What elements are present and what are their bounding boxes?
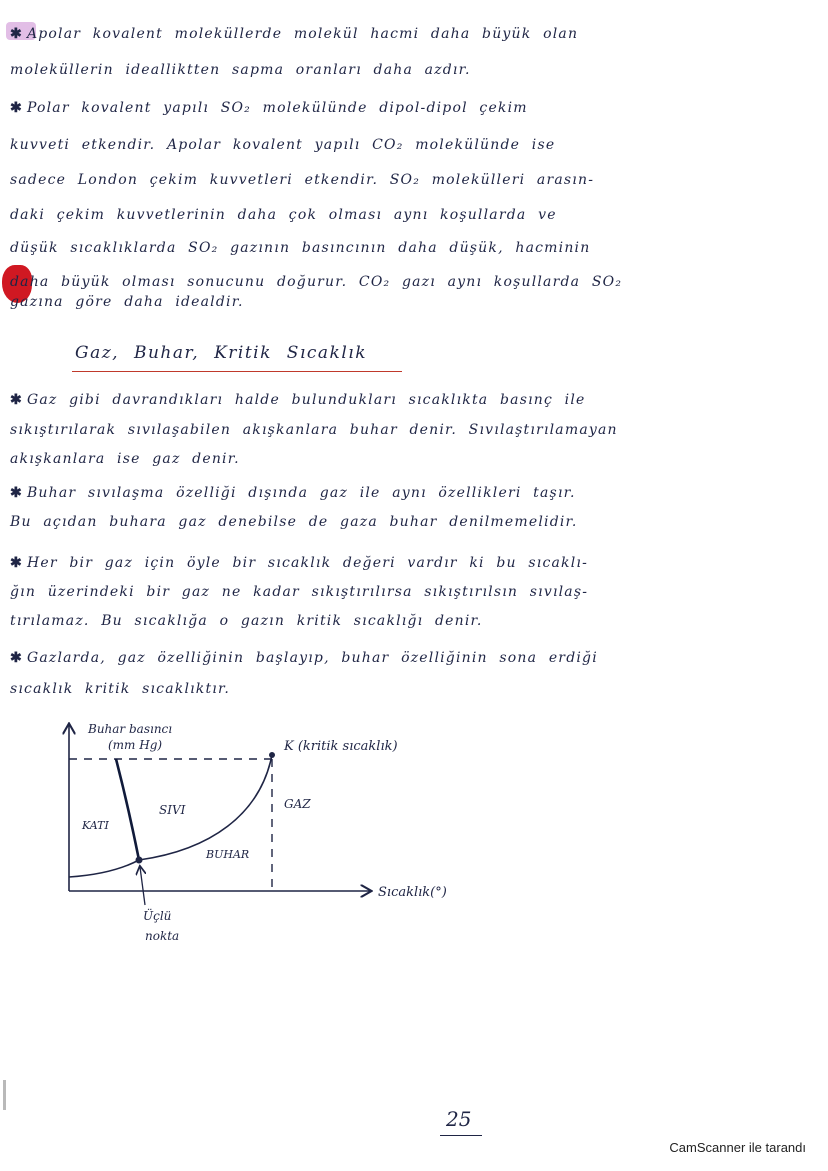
bullet4-line-2: sıcaklık kritik sıcaklıktır. (10, 681, 230, 697)
paragraph2-line-4: daki çekim kuvvetlerinin daha çok olması aynı koşullarda ve (10, 207, 557, 223)
sublimation-curve (69, 860, 139, 877)
bullet-star-icon: ✱ (10, 485, 23, 501)
paragraph1-line-1: ✱ Apolar kovalent moleküllerde molekül hacmi daha büyük olan (10, 26, 579, 42)
region-solid-label: KATI (82, 819, 109, 832)
paragraph2-line-7: gazına göre daha idealdir. (10, 294, 244, 310)
bullet1-line-2: sıkıştırılarak sıvılaşabilen akışkanlara buhar denir. Sıvılaştırılamayan (10, 422, 618, 438)
paragraph2-line-2: kuvveti etkendir. Apolar kovalent yapılı CO₂ molekülünde ise (10, 137, 556, 153)
region-vapor-label: BUHAR (206, 848, 250, 861)
y-axis-label: Buhar basıncı (88, 722, 173, 736)
section-title: Gaz, Buhar, Kritik Sıcaklık (75, 343, 368, 363)
triple-point-label-1: Üçlü (143, 909, 172, 923)
paragraph2-line-1: ✱ Polar kovalent yapılı SO₂ molekülünde dipol-dipol çekim (10, 100, 528, 116)
paragraph2-line-6: daha büyük olması sonucunu doğurur. CO₂ gazı aynı koşullarda SO₂ (10, 274, 623, 290)
triple-point-label-2: nokta (145, 929, 180, 943)
scan-margin-line (3, 1080, 6, 1110)
triple-point-arrow (140, 867, 145, 905)
bullet3-line-2: ğın üzerindeki bir gaz ne kadar sıkıştırılırsa sıkıştırılsın sıvılaş- (10, 584, 589, 600)
bullet1-line-1: ✱ Gaz gibi davrandıkları halde bulundukları sıcaklıkta basınç ile (10, 392, 586, 408)
critical-point-dot (269, 752, 275, 758)
bullet3-line-3: tırılamaz. Bu sıcaklığa o gazın kritik sıcaklığı denir. (10, 613, 483, 629)
bullet4-line-1: ✱ Gazlarda, gaz özelliğinin başlayıp, buhar özelliğinin sona erdiği (10, 650, 598, 666)
melting-curve (116, 759, 139, 860)
phase-diagram (60, 715, 500, 950)
region-liquid-label: SIVI (159, 803, 186, 817)
bullet-star-icon: ✱ (10, 100, 23, 116)
page-number-underline (440, 1135, 482, 1136)
triple-point-dot (136, 857, 143, 864)
paragraph2-line-3: sadece London çekim kuvvetleri etkendir. SO₂ molekülleri arasın- (10, 172, 595, 188)
bullet2-line-2: Bu açıdan buhara gaz denebilse de gaza buhar denilmemelidir. (10, 514, 578, 530)
bullet2-line-1: ✱ Buhar sıvılaşma özelliği dışında gaz ile aynı özellikleri taşır. (10, 485, 576, 501)
section-title-underline (72, 371, 402, 372)
x-axis-label: Sıcaklık(°) (378, 885, 447, 900)
scanner-watermark: CamScanner ile tarandı (669, 1140, 806, 1155)
critical-point-label: K (kritik sıcaklık) (284, 739, 398, 754)
bullet-star-icon: ✱ (10, 555, 23, 571)
paragraph1-line-2: moleküllerin idealliktten sapma oranları daha azdır. (10, 62, 471, 78)
bullet-star-icon: ✱ (10, 650, 23, 666)
bullet3-line-1: ✱ Her bir gaz için öyle bir sıcaklık değeri vardır ki bu sıcaklı- (10, 555, 589, 571)
paragraph2-line-5: düşük sıcaklıklarda SO₂ gazının basıncının daha düşük, hacminin (10, 240, 591, 256)
bullet-star-icon: ✱ (10, 392, 23, 408)
page-number: 25 (446, 1107, 472, 1131)
region-gas-label: GAZ (284, 797, 311, 811)
bullet1-line-3: akışkanlara ise gaz denir. (10, 451, 240, 467)
y-axis-unit: (mm Hg) (108, 738, 163, 752)
bullet-star-icon: ✱ (10, 26, 23, 42)
